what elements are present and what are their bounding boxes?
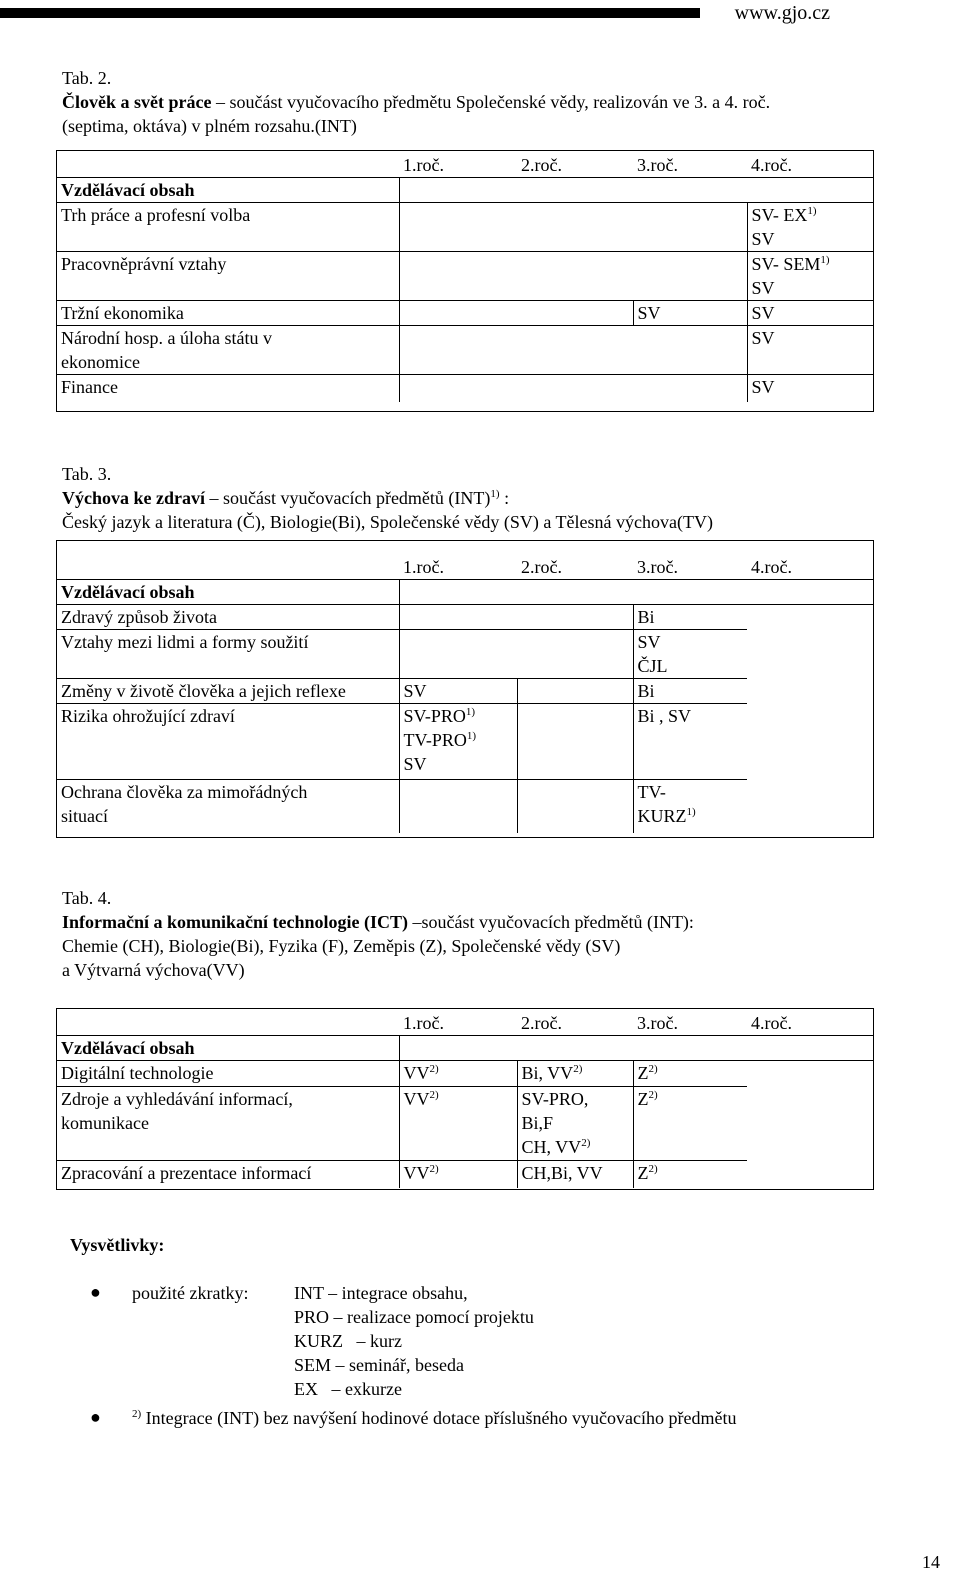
tab4-title-line2: Chemie (CH), Biologie(Bi), Fyzika (F), Zeměpis (Z), Společenské vědy (SV) (62, 936, 621, 956)
tab3-title: Výchova ke zdraví – součást vyučovacích předmětů (INT)$^{1)}$ : (62, 488, 510, 508)
table-row: Národní hosp. a úloha státu v ekonomice SV (57, 325, 873, 374)
tab2-content-header: Vzdělávací obsah (57, 177, 399, 202)
list-item: KURZ – kurz (294, 1331, 402, 1351)
table-row: Vztahy mezi lidmi a formy soužití SV ČJL (57, 629, 873, 678)
tab3-col-1: 1.roč. (399, 541, 517, 579)
legend-abbrev-list (294, 1281, 534, 1401)
table-row: Trh práce a profesní volba SV- EX$^{1)}$ SV (57, 202, 873, 251)
legend (70, 1233, 164, 1257)
bullet-icon: ● (90, 1407, 101, 1427)
tab2-col-2: 2.roč. (517, 151, 633, 177)
tab3-col-2: 2.roč. (517, 541, 633, 579)
table-row: Pracovněprávní vztahy SV- SEM$^{1)}$ SV (57, 251, 873, 300)
table-row: Digitální technologie VV$^{2)}$ Bi, VV$^{2)}$ $Z^{2)}$ (57, 1060, 873, 1086)
tab4-label: Tab. 4. (62, 888, 112, 908)
tab4-table (56, 1008, 874, 1190)
bullet-icon: ● (90, 1282, 101, 1302)
tab4-title-line3: a Výtvarná výchova(VV) (62, 960, 245, 980)
table-row: Finance SV (57, 374, 873, 402)
tab3-col-3: 3.roč. (633, 541, 747, 579)
table-row: Rizika ohrožující zdraví SV-PRO$^{1)}$ TV-PRO$^{1)}$ SV Bi , SV (57, 703, 873, 779)
list-item: INT – integrace obsahu, (294, 1283, 468, 1303)
tab2-label: Tab. 2. (62, 68, 112, 88)
tab4-caption (62, 886, 694, 982)
tab4-col-2: 2.roč. (517, 1009, 633, 1035)
tab4-col-3: 3.roč. (633, 1009, 747, 1035)
list-item: EX – exkurze (294, 1379, 402, 1399)
tab4-title: Informační a komunikační technologie (ICT) –součást vyučovacích předmětů (INT): (62, 912, 694, 932)
tab4-content-header: Vzdělávací obsah (57, 1035, 399, 1060)
table-row: Tržní ekonomika SV SV (57, 300, 873, 325)
tab3-table (56, 540, 874, 838)
legend-abbrev-label: použité zkratky: (132, 1283, 249, 1303)
tab4-col-1: 1.roč. (399, 1009, 517, 1035)
legend-title: Vysvětlivky: (70, 1235, 165, 1255)
tab3-caption (62, 462, 713, 534)
tab2-col-3: 3.roč. (633, 151, 747, 177)
tab3-content-header: Vzdělávací obsah (57, 579, 399, 604)
list-item: SEM – seminář, beseda (294, 1355, 464, 1375)
tab2-col-4: 4.roč. (747, 151, 873, 177)
tab3-label: Tab. 3. (62, 464, 112, 484)
tab2-caption (62, 66, 770, 138)
tab3-col-4: 4.roč. (747, 541, 873, 579)
table-row: Změny v životě člověka a jejich reflexe SV Bi (57, 678, 873, 703)
table-row: Zdravý způsob života Bi (57, 604, 873, 629)
table-row: Zdroje a vyhledávání informací, komunikace VV$^{2)}$ SV-PRO, Bi,F CH, VV$^{2)}$ $Z^{2)}$ (57, 1086, 873, 1160)
tab2-col-1: 1.roč. (399, 151, 517, 177)
site-url: www.gjo.cz (734, 2, 830, 24)
legend-note: $^{2)}$ Integrace (INT) bez navýšení hodinové dotace příslušného vyučovacího předmětu (132, 1408, 737, 1428)
tab3-title-line2: Český jazyk a literatura (Č), Biologie(Bi), Společenské vědy (SV) a Tělesná výchova(TV) (62, 512, 713, 532)
tab4-col-4: 4.roč. (747, 1009, 873, 1035)
table-row: Zpracování a prezentace informací VV$^{2)}$ CH,Bi, VV $Z^{2)}$ (57, 1160, 873, 1188)
tab2-title-line2: (septima, oktáva) v plném rozsahu.(INT) (62, 116, 357, 136)
tab2-title: Člověk a svět práce – součást vyučovacího předmětu Společenské vědy, realizován ve 3. a 4. roč. (62, 92, 771, 112)
header-rule (0, 8, 700, 18)
table-row: Ochrana člověka za mimořádných situací TV- KURZ$^{1)}$ (57, 779, 873, 833)
tab2-table (56, 150, 874, 412)
page-number: 14 (922, 1552, 940, 1572)
list-item: PRO – realizace pomocí projektu (294, 1307, 534, 1327)
